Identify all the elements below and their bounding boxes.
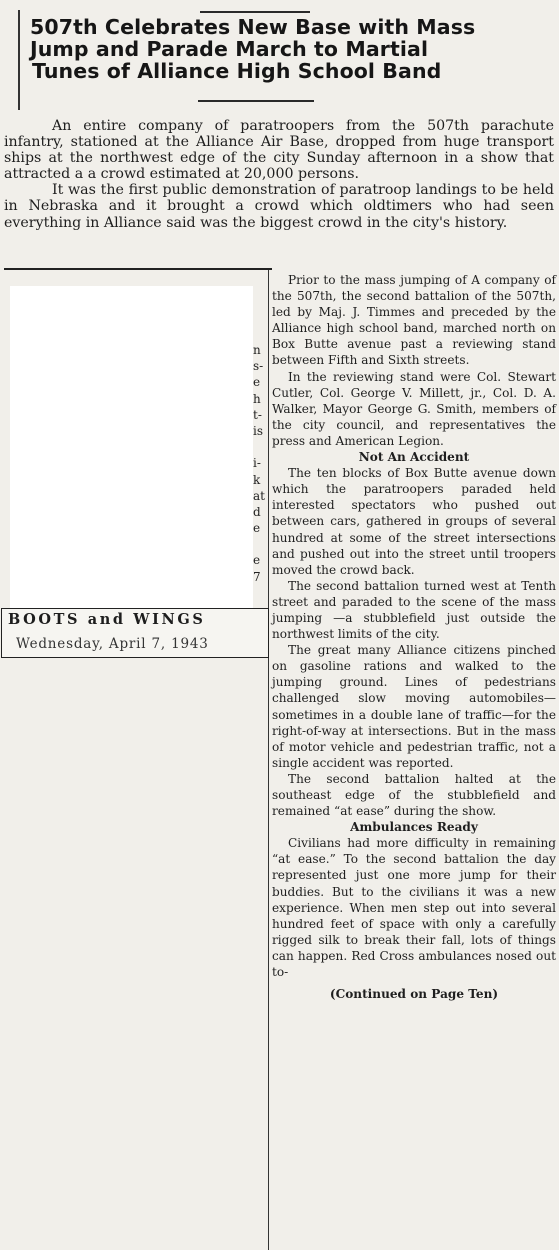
caption-date: Wednesday, April 7, 1943 bbox=[16, 636, 209, 652]
article-paragraph: The ten blocks of Box Butte avenue down which the paratroopers paraded held interested spectators who pushed out between cars, gathered in groups of several hundred at some of the street intersections and pushed out into the street until troopers moved the crowd back. bbox=[272, 466, 556, 577]
continued-notice: (Continued on Page Ten) bbox=[329, 987, 499, 1002]
article-paragraph: The second battalion turned west at Tenth street and paraded to the scene of the mass jumping —a stubblefield just outside the northwest limits of the city. bbox=[272, 578, 556, 642]
lead-text bbox=[4, 118, 554, 231]
clipped-column-fragments bbox=[253, 342, 267, 585]
headline-bottom-rule bbox=[198, 100, 314, 102]
fragment: is bbox=[253, 423, 263, 438]
fragment: d bbox=[253, 504, 261, 519]
article-paragraph: Prior to the mass jumping of A company of the 507th, the second battalion of the 507th, led by Maj. J. Timmes and preceded by the Alliance high school band, marched north on Box Butte avenue past a reviewing stand between Fifth and Sixth streets. bbox=[272, 273, 556, 368]
fragment: i- bbox=[253, 456, 261, 471]
caption-title: BOOTS and WINGS bbox=[8, 611, 206, 628]
headline-line-1: 507th Celebrates New Base with Mass bbox=[30, 15, 476, 39]
fragment bbox=[253, 439, 267, 455]
subheading-ambulances-ready: Ambulances Ready bbox=[350, 820, 478, 835]
fragment bbox=[253, 536, 267, 552]
photo-placeholder bbox=[10, 286, 253, 608]
column-divider-vertical bbox=[268, 270, 269, 1250]
headline-line-2: Jump and Parade March to Martial bbox=[30, 37, 429, 61]
fragment: 7 bbox=[253, 569, 261, 584]
headline bbox=[30, 16, 510, 82]
column-divider-horizontal bbox=[4, 268, 272, 270]
fragment: s- bbox=[253, 359, 264, 374]
article-column bbox=[272, 272, 556, 1002]
headline-line-3: Tunes of Alliance High School Band bbox=[32, 59, 442, 83]
fragment: h bbox=[253, 391, 261, 406]
article-paragraph: The great many Alliance citizens pinched on gasoline rations and walked to the jumping ground. Lines of pedestrians challenged slow moving automobiles—sometimes in a double lane of traffic—for the right-of-way at intersections. But in the mass of motor vehicle and pedestrian traffic, not a single accident was reported. bbox=[272, 643, 556, 770]
article-paragraph: In the reviewing stand were Col. Stewart Cutler, Col. George V. Millett, jr., Col. D. A. Walker, Mayor George G. Smith, members of the city council, and representatives the press and American Legion. bbox=[272, 369, 556, 448]
fragment: e bbox=[253, 553, 261, 568]
fragment: t- bbox=[253, 407, 262, 422]
fragment: n bbox=[253, 343, 261, 357]
lead-paragraph-2: It was the first public demonstration of paratroop landings to be held in Nebraska and it brought a crowd which oldtimers who had seen everything in Alliance said was the biggest crowd in the city's history. bbox=[4, 182, 554, 231]
fragment: e bbox=[253, 521, 261, 536]
article-paragraph: The second battalion halted at the southeast edge of the stubblefield and remained “at ease” during the show. bbox=[272, 771, 556, 819]
fragment: at bbox=[253, 488, 265, 503]
fragment: k bbox=[253, 472, 261, 487]
article-paragraph: Civilians had more difficulty in remaining “at ease.” To the second battalion the day represented just one more jump for their buddies. But to the civilians it was a new experience. When men step out into several hundred feet of space with only a carefully rigged silk to break their fall, lots of things can happen. Red Cross ambulances nosed out to- bbox=[272, 836, 556, 980]
headline-top-rule bbox=[200, 11, 310, 13]
subheading-not-an-accident: Not An Accident bbox=[358, 450, 470, 465]
fragment: e bbox=[253, 375, 261, 390]
lead-paragraph-1: An entire company of paratroopers from the 507th parachute infantry, stationed at the Alliance Air Base, dropped from huge transport ships at the northwest edge of the city Sunday afternoon in a show that attracted a a crowd estimated at 20,000 persons. bbox=[4, 118, 554, 183]
caption-box bbox=[1, 608, 269, 658]
